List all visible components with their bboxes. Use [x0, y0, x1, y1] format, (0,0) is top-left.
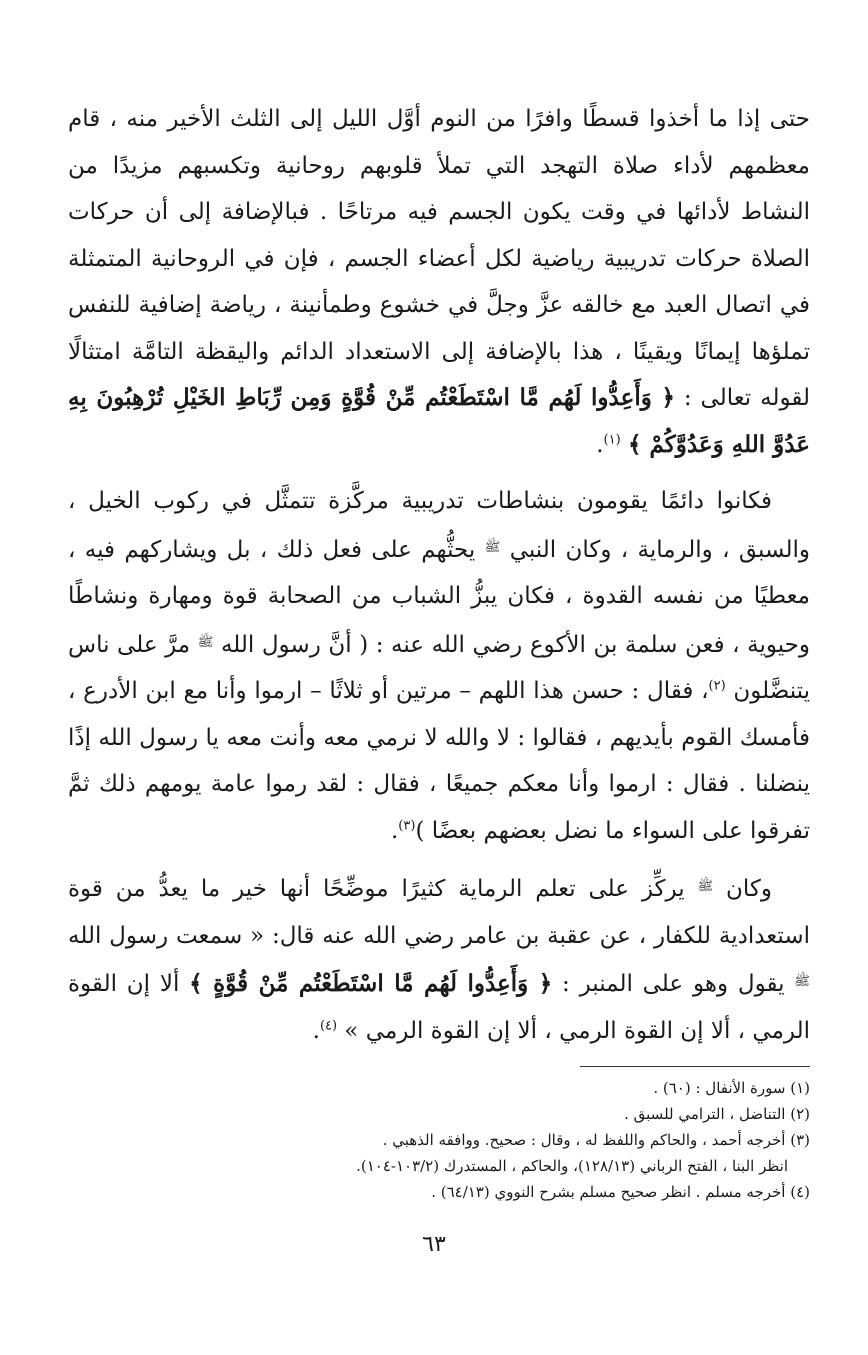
footnote-ref[interactable]: (٢) [708, 678, 726, 694]
honorific-glyph: ﷺ [484, 539, 501, 555]
paragraph-text: مرَّ على ناس يتنضَّلون [68, 631, 810, 704]
paragraph-text: . [390, 817, 399, 844]
page-number: ٦٣ [422, 1232, 446, 1257]
quran-verse: ﴿ وَأَعِدُّوا لَهُم مَّا اسْتَطَعْتُم مِّنْ قُوَّةٍ وَمِن رِّبَاطِ الخَيْلِ تُرْهِبُونَ بِهِ عَدُوَّ اللهِ وَعَدُوَّكُمْ ﴾ [68, 384, 810, 458]
paragraph-text: يقول وهو على المنبر : [552, 971, 795, 997]
paragraph-text: حتى إذا ما أخذوا قسطًا وافرًا من النوم أوَّل الليل إلى الثلث الأخير منه ، قام معظمهم لأداء صلاة التهجد التي تملأ قلوبهم روحانية وتكسبهم مزيدًا من النشاط لأدائها في وقت يكون الجسم فيه مرتاحًا . فبالإضافة إلى أن حركات الصلاة حركات تدريبية رياضية لكل أعضاء الجسم ، فإن في الروحانية المتمثلة في اتصال العبد مع خالقه عزَّ وجلَّ في خشوع وطمأنينة ، رياضة إضافية للنفس تملؤها إيمانًا ويقينًا ، هذا بالإضافة إلى الاستعداد الدائم واليقظة التامَّة امتثالًا لقوله تعالى : [68, 106, 810, 411]
paragraph-text: . [312, 1017, 320, 1044]
footnote-3: (٣) أخرجه أحمد ، والحاكم واللفظ له ، وقال : صحيح. ووافقه الذهبي . [382, 1131, 810, 1149]
paragraph-text: ، فقال : حسن هذا اللهم – مرتين أو ثلاثًا – ارموا وأنا مع ابن الأدرع ، فأمسك القوم بأيديهم ، فقالوا : لا والله لا نرمي معه وأنت معه يا رسول الله إذًا ينضلنا . فقال : ارموا وأنا معكم جميعًا ، فقال : لقد رموا عامة يومهم ذلك ثمَّ تفرقوا على السواء ما نضل بعضهم بعضًا ) [68, 678, 810, 844]
footnote-ref[interactable]: (١) [603, 431, 621, 447]
paragraph-text: وكان [713, 876, 772, 902]
paragraph-text: فكانوا دائمًا يقومون بنشاطات تدريبية مركَّزة تتمثَّل في ركوب الخيل ، والسبق ، والرماية ، وكان النبي [68, 488, 810, 563]
footnote-3-continuation: انظر البنا ، الفتح الرباني (١٢٨/١٣)، والحاكم ، المستدرك (١٠٣/٢-١٠٤). [356, 1157, 788, 1175]
paragraph-text: ألا إن القوة الرمي ، ألا إن القوة الرمي ، ألا إن القوة الرمي » [68, 971, 810, 1044]
paragraph-night-prayer [68, 96, 810, 468]
book-page [68, 96, 810, 1315]
honorific-glyph: ﷺ [197, 634, 214, 650]
footnotes-section [68, 1075, 810, 1205]
paragraph-training [68, 478, 810, 854]
paragraph-text: . [596, 431, 604, 458]
footnote-2: (٢) التناضل ، الترامي للسبق . [624, 1105, 810, 1123]
footnote-4: (٤) أخرجه مسلم . انظر صحيح مسلم بشرح النووي (٦٤/١٣) . [431, 1183, 810, 1201]
footnote-1: (١) سورة الأنفال : (٦٠) . [653, 1079, 810, 1097]
footnote-ref[interactable]: (٣) [398, 817, 416, 833]
honorific-glyph: ﷺ [697, 879, 714, 894]
footnote-ref[interactable]: (٤) [319, 1017, 338, 1033]
honorific-glyph: ﷺ [794, 974, 811, 989]
paragraph-text: يحثُّهم على فعل ذلك ، بل ويشاركهم فيه ، معطيًا من نفسه القدوة ، فكان يبزُّ الشباب من الصحابة قوة ومهارة ونشاطًا وحيوية ، فعن سلمة بن الأكوع رضي الله عنه : ( أنَّ رسول الله [68, 536, 810, 658]
footnote-divider [580, 1066, 810, 1067]
paragraph-text: يركِّز على تعلم الرماية كثيرًا موضِّحًا أنها خير ما يعدُّ من قوة استعدادية للكفار ، عن عقبة بن عامر رضي الله عنه قال: « سمعت رسول الله [68, 876, 810, 949]
quran-verse: ﴿ وَأَعِدُّوا لَهُم مَّا اسْتَطَعْتُم مِّنْ قُوَّةٍ ﴾ [189, 970, 553, 997]
paragraph-archery [68, 864, 810, 1054]
